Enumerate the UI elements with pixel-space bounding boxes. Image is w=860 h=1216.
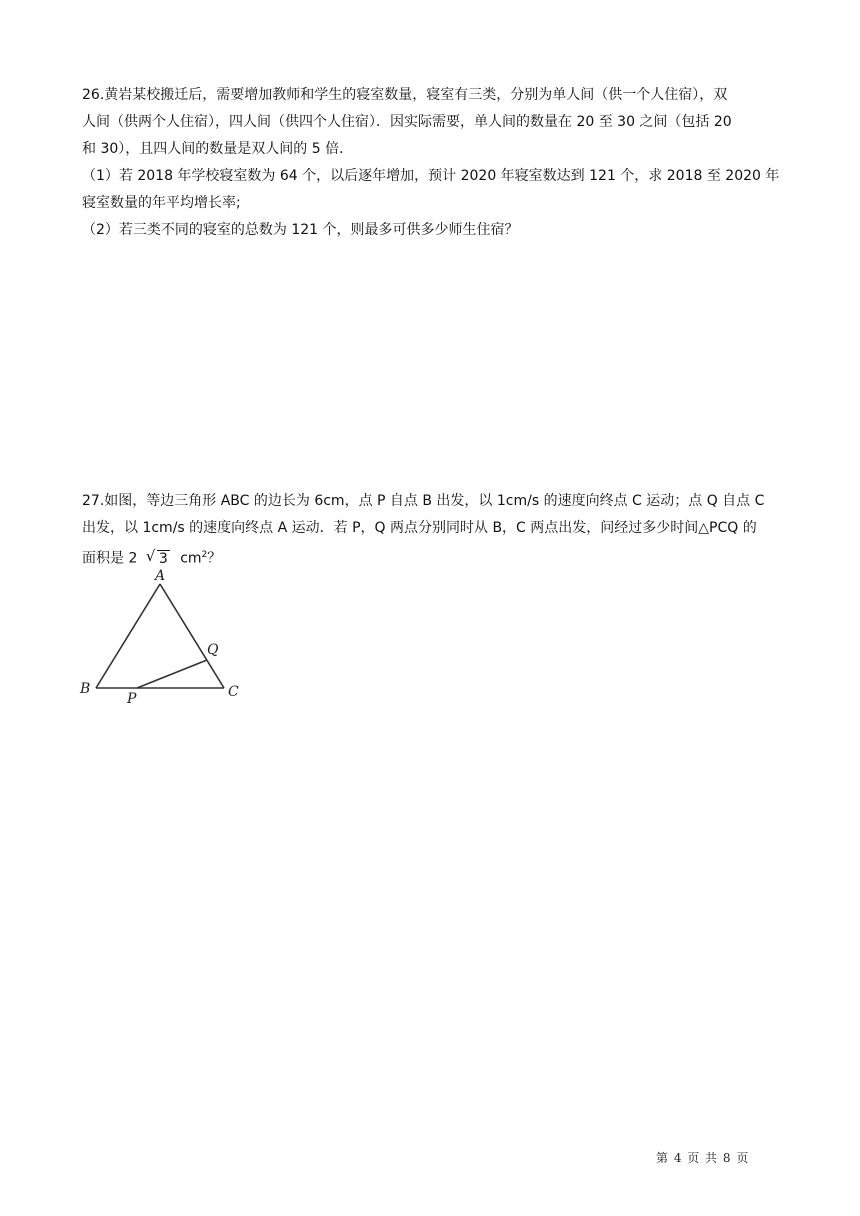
label-p: P [127,691,137,707]
label-b: B [80,681,91,697]
problem-26-part-1: （1）若 2018 年学校寝室数为 64 个，以后逐年增加，预计 2020 年寝室数达到 121 个，求 2018 至 2020 年 [82,168,780,184]
problem-26-line: 26.黄岩某校搬迁后，需要增加教师和学生的寝室数量，寝室有三类，分别为单人间（供一个人住宿），双 [82,87,728,103]
area-text: 面积是 2 [82,550,138,567]
segment-pq [137,660,207,688]
label-c: C [228,684,239,700]
side-ac [160,584,224,688]
triangle-figure [76,566,256,716]
problem-27-line: 27.如图，等边三角形 ABC 的边长为 6cm，点 P 自点 B 出发，以 1cm/s 的速度向终点 C 运动；点 Q 自点 C [82,493,765,509]
page-number: 第 4 页 共 8 页 [656,1151,750,1165]
unit-exponent: 2 [201,550,208,560]
problem-26-line: 寝室数量的年平均增长率; [82,195,241,211]
problem-27 [82,488,782,573]
label-a: A [155,568,166,584]
area-unit: cm [180,550,202,567]
side-ab [96,584,160,688]
question-mark: ？ [207,550,222,567]
problem-26-line: 和 30），且四人间的数量是双人间的 5 倍． [82,141,354,157]
label-q: Q [207,642,219,658]
problem-26-part-2: （2）若三类不同的寝室的总数为 121 个，则最多可供多少师生住宿？ [82,222,519,238]
problem-26 [82,82,782,244]
problem-27-line: 出发，以 1cm/s 的速度向终点 A 运动．若 P，Q 两点分别同时从 B，C 两点出发，问经过多少时间△PCQ 的 [82,520,757,536]
triangle-abc [96,584,224,688]
radical-symbol: √ [145,546,156,565]
radicand: 3 [158,550,168,567]
problem-26-line: 人间（供两个人住宿），四人间（供四个人住宿）．因实际需要，单人间的数量在 20 至 30 之间（包括 20 [82,114,732,130]
